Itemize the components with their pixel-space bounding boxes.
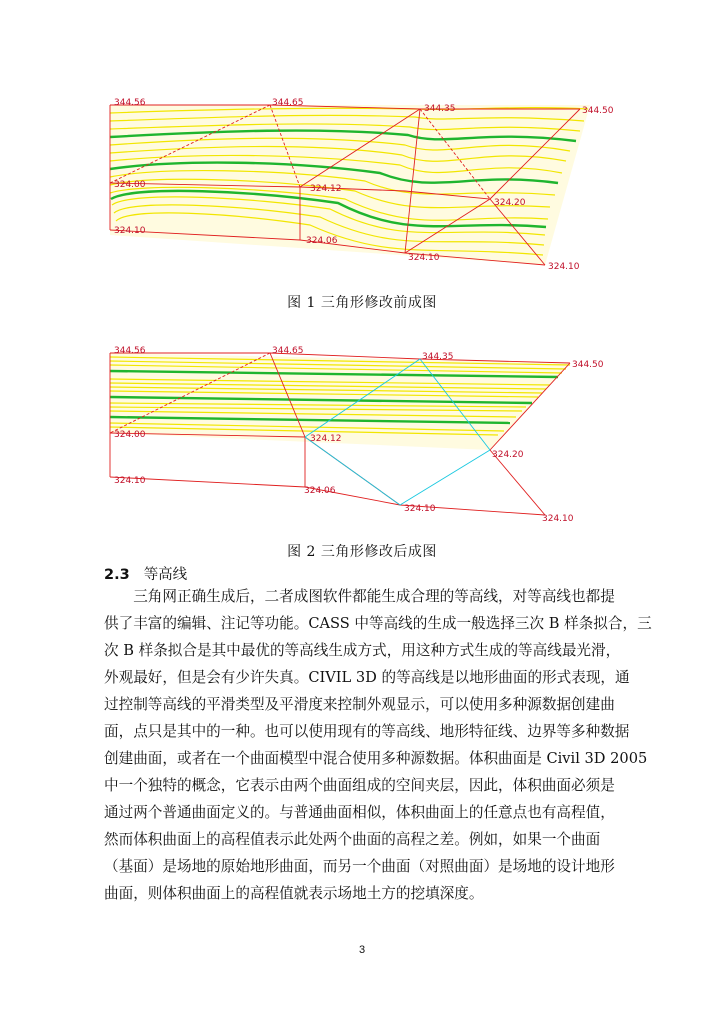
paragraph-line: 创建曲面，或者在一个曲面模型中混合使用多种源数据。体积曲面是 Civil 3D 2005 bbox=[104, 750, 648, 767]
elevation-label: 324.10 bbox=[114, 226, 146, 236]
page-number: 3 bbox=[358, 944, 366, 956]
elevation-label: 344.65 bbox=[272, 346, 304, 356]
section-heading bbox=[104, 563, 187, 584]
elevation-label: 344.50 bbox=[572, 360, 604, 370]
figure-2-contour-map bbox=[100, 345, 604, 530]
paragraph-line: 中一个独特的概念，它表示由两个曲面组成的空间夹层，因此，体积曲面必须是 bbox=[104, 777, 615, 794]
elevation-label: 324.10 bbox=[114, 476, 146, 486]
elevation-label: 344.56 bbox=[114, 346, 146, 356]
paragraph-line: 面，点只是其中的一种。也可以使用现有的等高线、地形特征线、边界等多种数据 bbox=[104, 723, 630, 740]
elevation-label: 324.06 bbox=[306, 236, 338, 246]
elevation-label: 324.10 bbox=[548, 262, 580, 272]
figure-2-caption: 图 2 三角形修改后成图 bbox=[287, 544, 437, 560]
elevation-label: 324.06 bbox=[304, 486, 336, 496]
elevation-label: 344.35 bbox=[424, 104, 456, 114]
elevation-label: 324.10 bbox=[404, 504, 436, 514]
elevation-label: 324.00 bbox=[114, 430, 146, 440]
figure-1-contour-map bbox=[100, 95, 614, 275]
elevation-label: 324.10 bbox=[408, 253, 440, 263]
elevation-label: 344.56 bbox=[114, 98, 146, 108]
paragraph-line: （基面）是场地的原始地形曲面，而另一个曲面（对照曲面）是场地的设计地形 bbox=[104, 858, 615, 875]
elevation-label: 324.12 bbox=[310, 184, 342, 194]
elevation-label: 324.00 bbox=[114, 180, 146, 190]
body-paragraph bbox=[104, 583, 652, 907]
elevation-label: 324.12 bbox=[310, 434, 342, 444]
elevation-label: 344.50 bbox=[582, 106, 614, 116]
elevation-label: 324.20 bbox=[492, 450, 524, 460]
elevation-label: 344.35 bbox=[422, 352, 454, 362]
paragraph-line: 供了丰富的编辑、注记等功能。CASS 中等高线的生成一般选择三次 B 样条拟合，三 bbox=[104, 615, 652, 632]
paragraph-line: 通过两个普通曲面定义的。与普通曲面相似，体积曲面上的任意点也有高程值， bbox=[104, 804, 615, 821]
paragraph-line: 过控制等高线的平滑类型及平滑度来控制外观显示，可以使用多种源数据创建曲 bbox=[104, 696, 615, 713]
elevation-label: 324.20 bbox=[494, 198, 526, 208]
section-number: 2.3 bbox=[104, 567, 130, 583]
section-title: 等高线 bbox=[143, 567, 188, 583]
figure-1-caption: 图 1 三角形修改前成图 bbox=[287, 295, 437, 311]
paragraph-line: 次 B 样条拟合是其中最优的等高线生成方式，用这种方式生成的等高线最光滑， bbox=[104, 642, 621, 659]
elevation-label: 344.65 bbox=[272, 98, 304, 108]
elevation-label: 324.10 bbox=[542, 514, 574, 524]
paragraph-line: 三角网正确生成后，二者成图软件都能生成合理的等高线，对等高线也都提 bbox=[104, 588, 615, 605]
paragraph-line: 曲面，则体积曲面上的高程值就表示场地土方的挖填深度。 bbox=[104, 885, 484, 902]
paragraph-line: 外观最好，但是会有少许失真。CIVIL 3D 的等高线是以地形曲面的形式表现，通 bbox=[104, 669, 630, 686]
paragraph-line: 然而体积曲面上的高程值表示此处两个曲面的高程之差。例如，如果一个曲面 bbox=[104, 831, 601, 848]
figure-1-contours bbox=[110, 105, 590, 265]
